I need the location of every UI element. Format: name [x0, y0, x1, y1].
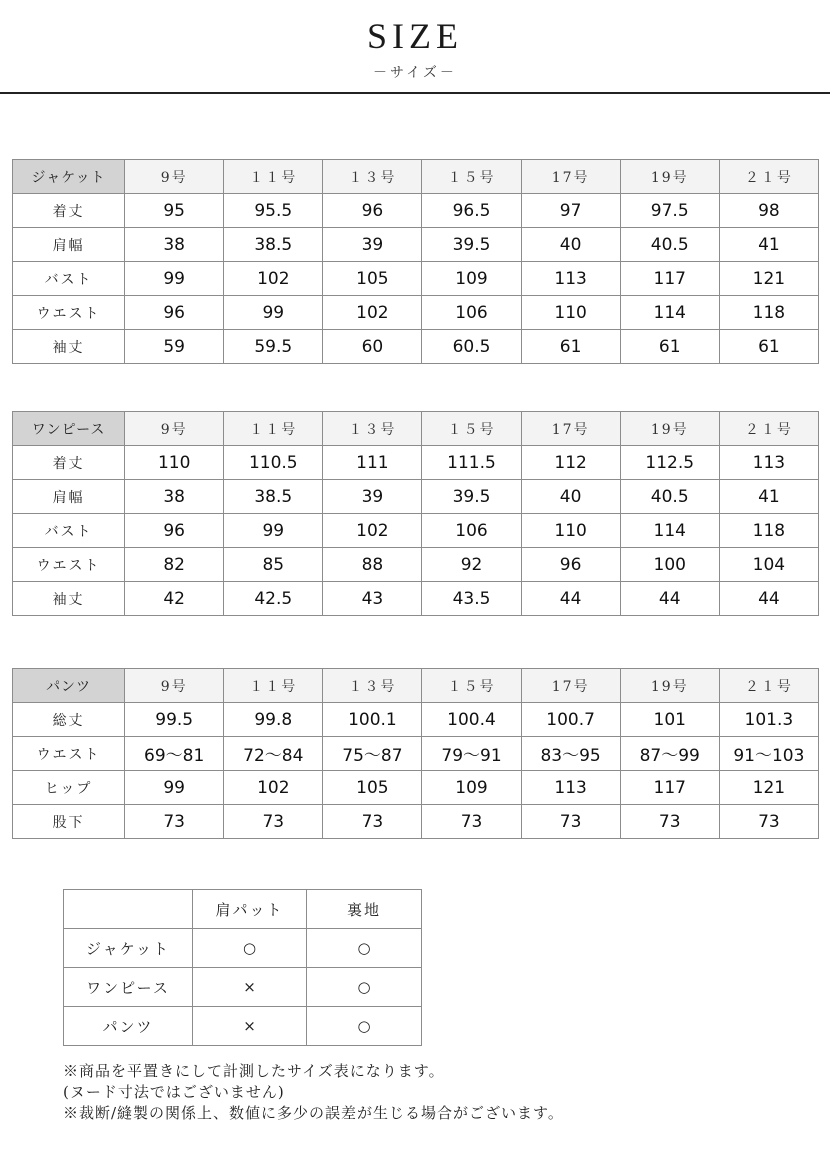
- page-header: [0, 0, 830, 96]
- table-row: [13, 703, 819, 737]
- table-cell: 40: [521, 228, 620, 262]
- table-row: [13, 805, 819, 839]
- row-label: 袖丈: [13, 582, 125, 616]
- table-cell: 99: [125, 771, 224, 805]
- table-cell: 41: [719, 480, 818, 514]
- table-row: [64, 968, 422, 1007]
- table-cell: 96.5: [422, 194, 521, 228]
- table-cell: 110: [125, 446, 224, 480]
- table-cell: 114: [620, 514, 719, 548]
- table-header-row: [13, 669, 819, 703]
- table-cell: ○: [307, 968, 422, 1007]
- table-cell: 101.3: [719, 703, 818, 737]
- size-header: 17号: [521, 669, 620, 703]
- table-cell: 73: [125, 805, 224, 839]
- size-header: 17号: [521, 412, 620, 446]
- table-cell: 102: [323, 514, 422, 548]
- note-line: ※裁断/縫製の関係上、数値に多少の誤差が生じる場合がございます。: [63, 1104, 564, 1122]
- table-cell: 113: [719, 446, 818, 480]
- category-label: ワンピース: [13, 412, 125, 446]
- shoulder-pad-header: 肩パット: [193, 890, 307, 929]
- size-header: ２１号: [719, 412, 818, 446]
- size-header: １１号: [224, 412, 323, 446]
- table-cell: 92: [422, 548, 521, 582]
- table-cell: 82: [125, 548, 224, 582]
- page-subtitle: －サイズ－: [373, 65, 457, 81]
- table-cell: 38: [125, 480, 224, 514]
- row-label: ウエスト: [13, 737, 125, 771]
- category-label: パンツ: [13, 669, 125, 703]
- table-cell: 39.5: [422, 228, 521, 262]
- table-cell: 40.5: [620, 480, 719, 514]
- table-cell: 95: [125, 194, 224, 228]
- table-cell: 102: [323, 296, 422, 330]
- table-row: [64, 929, 422, 968]
- table-cell: 61: [620, 330, 719, 364]
- header-divider: [0, 92, 830, 94]
- size-header: 9号: [125, 412, 224, 446]
- note-line: (ヌード寸法ではございません): [63, 1083, 285, 1101]
- size-header: ２１号: [719, 669, 818, 703]
- table-cell: 96: [125, 296, 224, 330]
- table-row: [13, 582, 819, 616]
- table-row: [13, 771, 819, 805]
- table-cell: 40: [521, 480, 620, 514]
- table-cell: 72～84: [224, 737, 323, 771]
- table-cell: 75～87: [323, 737, 422, 771]
- table-cell: 39: [323, 228, 422, 262]
- table-cell: 44: [521, 582, 620, 616]
- row-label: 着丈: [13, 446, 125, 480]
- table-cell: 38.5: [224, 480, 323, 514]
- table-cell: 111: [323, 446, 422, 480]
- table-cell: 60.5: [422, 330, 521, 364]
- row-label: 肩幅: [13, 480, 125, 514]
- table-cell: 39: [323, 480, 422, 514]
- table-cell: 97: [521, 194, 620, 228]
- table-header-row: [13, 160, 819, 194]
- table-cell: 96: [125, 514, 224, 548]
- table-cell: 113: [521, 262, 620, 296]
- table-cell: 59.5: [224, 330, 323, 364]
- table-cell: 99: [224, 296, 323, 330]
- table-cell: 95.5: [224, 194, 323, 228]
- table-cell: ×: [193, 1007, 307, 1046]
- row-label: 袖丈: [13, 330, 125, 364]
- notes: [63, 1061, 803, 1124]
- table-cell: 73: [422, 805, 521, 839]
- table-cell: 106: [422, 296, 521, 330]
- table-cell: ○: [307, 929, 422, 968]
- empty-header-cell: [64, 890, 193, 929]
- row-label: バスト: [13, 514, 125, 548]
- table-row: [13, 446, 819, 480]
- onepiece-size-table: [12, 411, 819, 616]
- row-label: パンツ: [64, 1007, 193, 1046]
- table-cell: 118: [719, 514, 818, 548]
- table-cell: 69～81: [125, 737, 224, 771]
- table-cell: 112: [521, 446, 620, 480]
- row-label: バスト: [13, 262, 125, 296]
- table-cell: 85: [224, 548, 323, 582]
- table-cell: 61: [521, 330, 620, 364]
- table-row: [13, 194, 819, 228]
- table-cell: 110: [521, 296, 620, 330]
- row-label: 着丈: [13, 194, 125, 228]
- table-row: [13, 737, 819, 771]
- table-cell: 43.5: [422, 582, 521, 616]
- table-cell: 73: [323, 805, 422, 839]
- row-label: 股下: [13, 805, 125, 839]
- table-cell: 39.5: [422, 480, 521, 514]
- table-cell: 100.1: [323, 703, 422, 737]
- table-cell: 112.5: [620, 446, 719, 480]
- table-cell: 105: [323, 262, 422, 296]
- table-cell: 102: [224, 262, 323, 296]
- table-cell: 73: [521, 805, 620, 839]
- size-header: １５号: [422, 412, 521, 446]
- table-cell: 99: [224, 514, 323, 548]
- table-cell: 96: [521, 548, 620, 582]
- table-cell: 104: [719, 548, 818, 582]
- table-row: [13, 514, 819, 548]
- note-line: ※商品を平置きにして計測したサイズ表になります。: [63, 1062, 445, 1080]
- table-cell: 111.5: [422, 446, 521, 480]
- size-header: 19号: [620, 160, 719, 194]
- lining-header: 裏地: [307, 890, 422, 929]
- row-label: ウエスト: [13, 296, 125, 330]
- row-label: ヒップ: [13, 771, 125, 805]
- size-header: 17号: [521, 160, 620, 194]
- size-header: １３号: [323, 412, 422, 446]
- table-cell: 109: [422, 771, 521, 805]
- options-table: [63, 889, 422, 1046]
- size-header: 19号: [620, 669, 719, 703]
- table-cell: 73: [224, 805, 323, 839]
- size-header: 19号: [620, 412, 719, 446]
- size-header: 9号: [125, 160, 224, 194]
- table-cell: 113: [521, 771, 620, 805]
- table-cell: 87～99: [620, 737, 719, 771]
- table-cell: 88: [323, 548, 422, 582]
- table-cell: 38: [125, 228, 224, 262]
- table-cell: 79～91: [422, 737, 521, 771]
- table-row: [13, 296, 819, 330]
- table-cell: 83～95: [521, 737, 620, 771]
- table-cell: ○: [193, 929, 307, 968]
- table-cell: 42: [125, 582, 224, 616]
- page-title: SIZE: [367, 16, 463, 56]
- size-header: １３号: [323, 669, 422, 703]
- category-label: ジャケット: [13, 160, 125, 194]
- size-header: １１号: [224, 160, 323, 194]
- table-row: [13, 480, 819, 514]
- table-row: [13, 548, 819, 582]
- table-row: [13, 262, 819, 296]
- table-cell: 43: [323, 582, 422, 616]
- table-cell: 117: [620, 262, 719, 296]
- size-header: 9号: [125, 669, 224, 703]
- jacket-size-table: [12, 159, 819, 364]
- table-cell: 73: [620, 805, 719, 839]
- table-row: [13, 330, 819, 364]
- table-cell: 110: [521, 514, 620, 548]
- size-header: １５号: [422, 669, 521, 703]
- table-cell: 102: [224, 771, 323, 805]
- table-cell: 109: [422, 262, 521, 296]
- table-cell: 101: [620, 703, 719, 737]
- row-label: ワンピース: [64, 968, 193, 1007]
- table-cell: 91～103: [719, 737, 818, 771]
- table-cell: 73: [719, 805, 818, 839]
- table-cell: 99.8: [224, 703, 323, 737]
- table-cell: 96: [323, 194, 422, 228]
- table-cell: 121: [719, 771, 818, 805]
- table-cell: 44: [620, 582, 719, 616]
- size-header: １５号: [422, 160, 521, 194]
- table-row: [13, 228, 819, 262]
- table-cell: 100.4: [422, 703, 521, 737]
- table-cell: 98: [719, 194, 818, 228]
- row-label: 肩幅: [13, 228, 125, 262]
- table-header-row: [13, 412, 819, 446]
- table-cell: 38.5: [224, 228, 323, 262]
- table-cell: 117: [620, 771, 719, 805]
- table-cell: 106: [422, 514, 521, 548]
- table-cell: ×: [193, 968, 307, 1007]
- table-header-row: [64, 890, 422, 929]
- row-label: ウエスト: [13, 548, 125, 582]
- table-cell: ○: [307, 1007, 422, 1046]
- table-cell: 60: [323, 330, 422, 364]
- table-cell: 42.5: [224, 582, 323, 616]
- table-cell: 121: [719, 262, 818, 296]
- table-cell: 110.5: [224, 446, 323, 480]
- table-cell: 41: [719, 228, 818, 262]
- table-cell: 99: [125, 262, 224, 296]
- table-cell: 61: [719, 330, 818, 364]
- row-label: 総丈: [13, 703, 125, 737]
- table-cell: 105: [323, 771, 422, 805]
- table-cell: 114: [620, 296, 719, 330]
- table-cell: 97.5: [620, 194, 719, 228]
- table-cell: 100: [620, 548, 719, 582]
- table-cell: 100.7: [521, 703, 620, 737]
- row-label: ジャケット: [64, 929, 193, 968]
- pants-size-table: [12, 668, 819, 839]
- table-row: [64, 1007, 422, 1046]
- size-header: １３号: [323, 160, 422, 194]
- table-cell: 44: [719, 582, 818, 616]
- size-header: ２１号: [719, 160, 818, 194]
- table-cell: 118: [719, 296, 818, 330]
- table-cell: 99.5: [125, 703, 224, 737]
- size-header: １１号: [224, 669, 323, 703]
- table-cell: 40.5: [620, 228, 719, 262]
- table-cell: 59: [125, 330, 224, 364]
